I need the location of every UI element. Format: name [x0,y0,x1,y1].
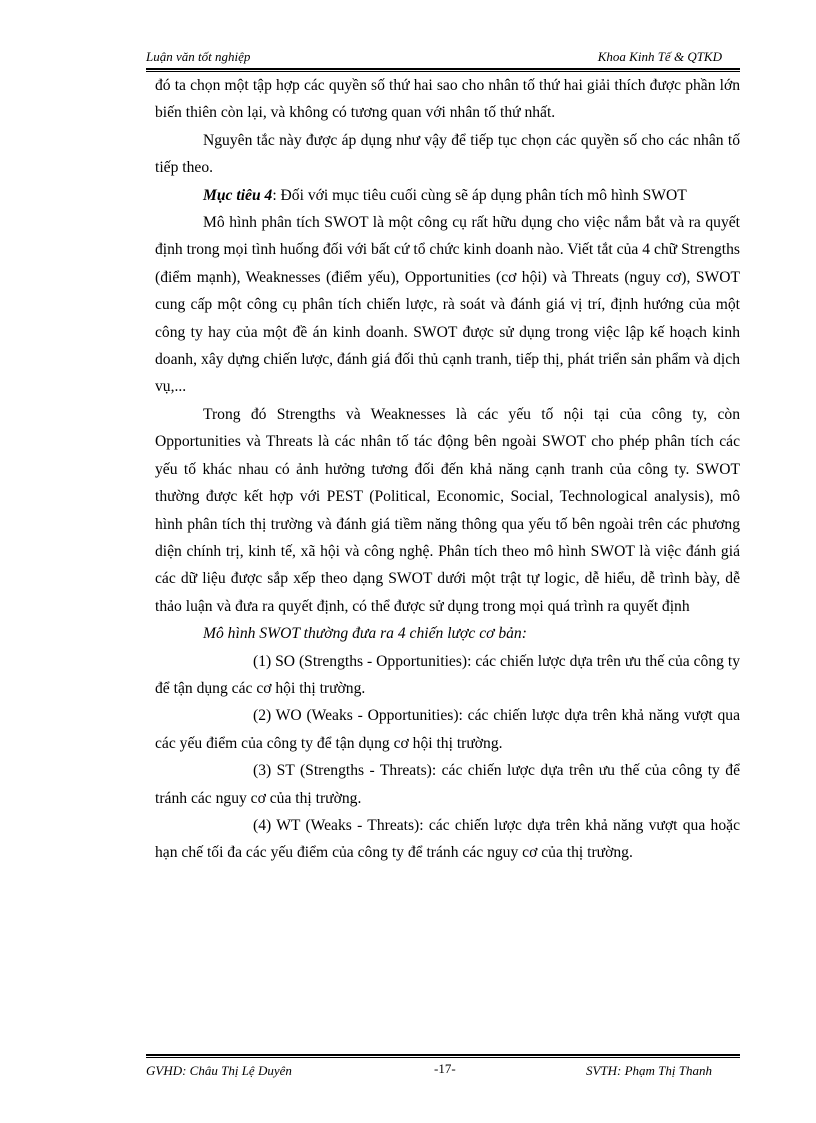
strategy-st: (3) ST (Strengths - Threats): các chiến lược dựa trên ưu thế của công ty để tránh các nguy cơ của thị trường. [155,762,740,807]
paragraph-objective-4 [155,182,740,209]
paragraph-1: đó ta chọn một tập hợp các quyền số thứ hai sao cho nhân tố thứ hai giải thích được phần lớn biến thiên còn lại, và không có tương quan với nhân tố thứ nhất. [155,77,740,122]
footer-divider [146,1054,740,1058]
paragraph-2: Nguyên tắc này được áp dụng như vậy để tiếp tục chọn các quyền số cho các nhân tố tiếp theo. [155,131,740,177]
objective-4-label: Mục tiêu 4 [203,186,273,204]
header-thesis-label: Luận văn tốt nghiệp [146,49,251,64]
strategy-wt: (4) WT (Weaks - Threats): các chiến lược dựa trên khả năng vượt qua hoặc hạn chế tối đa các yếu điểm của công ty để tránh các nguy cơ của thị trường. [155,816,740,862]
page-body [155,72,740,867]
paragraph-swot-factors: Trong đó Strengths và Weaknesses là các yếu tố nội tại của công ty, còn Opportunities và Threats là các nhân tố tác động bên ngoài SWOT cho phép phân tích các yếu tố khác nhau có ảnh hưởng tương đối đến khả năng cạnh tranh của công ty. SWOT thường được kết hợp với PEST (Political, Economic, Social, Technological analysis), mô hình phân tích thị trường và đánh giá tiềm năng thông qua yếu tố bên ngoài trên các phương diện chính trị, kinh tế, xã hội và công nghệ. Phân tích theo mô hình SWOT là việc đánh giá các dữ liệu được sắp xếp theo dạng SWOT dưới một trật tự logic, dễ hiểu, dễ trình bày, dễ thảo luận và đưa ra quyết định, có thể được sử dụng trong mọi quá trình ra quyết định [155,405,740,615]
paragraph-swot-intro: Mô hình phân tích SWOT là một công cụ rất hữu dụng cho việc nắm bắt và ra quyết định trong mọi tình huống đối với bất cứ tổ chức kinh doanh nào. Viết tắt của 4 chữ Strengths (điểm mạnh), Weaknesses (điểm yếu), Opportunities (cơ hội) và Threats (nguy cơ), SWOT cung cấp một công cụ phân tích chiến lược, rà soát và đánh giá vị trí, định hướng của một công ty hay của một đề án kinh doanh. SWOT được sử dụng trong việc lập kế hoạch kinh doanh, xây dựng chiến lược, đánh giá đối thủ cạnh tranh, tiếp thị, phát triển sản phẩm và dịch vụ,... [155,214,740,396]
footer-advisor: GVHD: Châu Thị Lệ Duyên [146,1063,292,1078]
strategy-wo: (2) WO (Weaks - Opportunities): các chiến lược dựa trên khả năng vượt qua các yếu điểm của công ty để tận dụng cơ hội thị trường. [155,707,740,752]
page-number: -17- [434,1061,456,1076]
paragraph-strategies-heading: Mô hình SWOT thường đưa ra 4 chiến lược cơ bản: [203,625,527,643]
footer-student: SVTH: Phạm Thị Thanh [585,1063,712,1078]
strategy-so: (1) SO (Strengths - Opportunities): các chiến lược dựa trên ưu thế của công ty để tận dụng các cơ hội thị trường. [155,652,740,697]
objective-4-text: : Đối với mục tiêu cuối cùng sẽ áp dụng phân tích mô hình SWOT [272,186,687,204]
header-faculty-label: Khoa Kinh Tế & QTKD [597,49,722,64]
